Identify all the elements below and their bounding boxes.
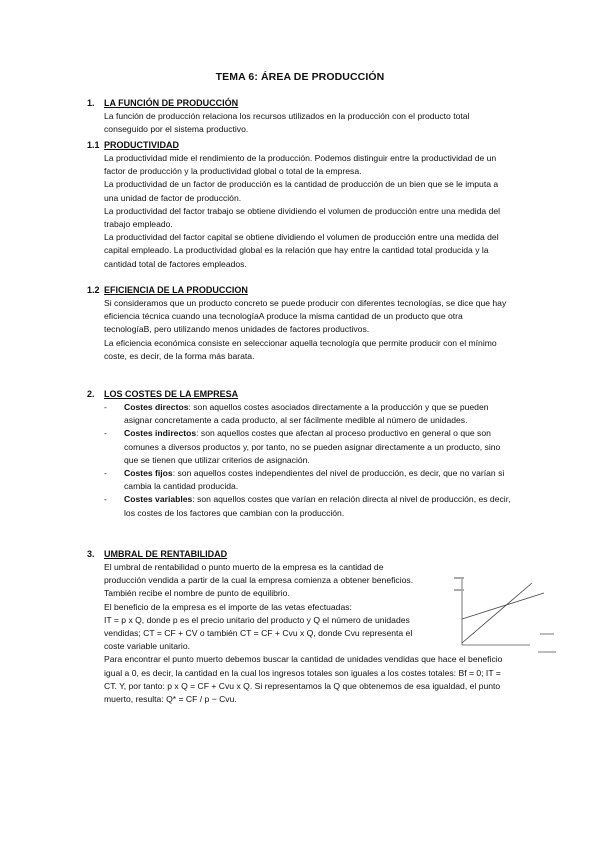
section-1-heading: LA FUNCIÓN DE PRODUCCIÓN [104, 98, 239, 108]
page-title: TEMA 6: ÁREA DE PRODUCCIÓN [215, 71, 385, 83]
label-mark-it [454, 577, 464, 579]
section-costes [87, 388, 512, 520]
costes-indirectos-text: : son aquellos costes que afectan al proceso productivo en general o que son comunes a diversos productos y, por tanto, no se pueden asignar directamente a un producto, sino que se tienen que utilizar criterios de asignación. [124, 428, 501, 465]
costes-directos-text: : son aquellos costes asociados directamente a la producción y que se pueden asignar concretamente a cada producto, al ser fácilmente medible al número de unidades. [124, 402, 489, 426]
umbral-paragraph-2: El beneficio de la empresa es el importe de las vetas efectuadas: [104, 601, 352, 612]
list-item [104, 467, 512, 493]
label-mark-units [538, 651, 556, 653]
section-3-number: 3. [87, 549, 95, 559]
section-1-heading-row [87, 97, 512, 110]
section-2-heading: LOS COSTES DE LA EMPRESA [104, 389, 239, 399]
productividad-paragraph-3: La productividad del factor trabajo se obtiene dividiendo el volumen de producción entre una medida del trabajo empleado. [104, 205, 501, 230]
umbral-paragraph-4: Para encontrar el punto muerto debemos buscar la cantidad de unidades vendidas que hace el beneficio igual a 0, es decir, la cantidad en la cual los ingresos totales son iguales a los costes totales: Bf = 0; IT = CT. Y, por tanto: p x Q = CF + Cvu x Q. Si representamos la Q que obtenemos de esa igualdad, el punto muerto, resulta: Q* = CF / p − Cvu. [104, 654, 503, 705]
umbral-paragraph-1: El umbral de rentabilidad o punto muerto de la empresa es la cantidad de producción vendida a partir de la cual la empresa comienza a obtener beneficios. También recibe el nombre de punto de equilibrio. [104, 562, 414, 599]
list-item [104, 401, 512, 427]
label-mark-q [540, 633, 554, 635]
section-1-2-number: 1.2 [87, 285, 100, 295]
costes-fijos-term: Costes fijos [124, 468, 173, 479]
section-1-number: 1. [87, 98, 95, 108]
section-2-number: 2. [87, 389, 95, 399]
section-2-heading-row [87, 388, 512, 401]
section-3-heading-row [87, 548, 512, 561]
label-mark-ct [454, 589, 464, 591]
section-eficiencia [87, 284, 512, 363]
section-1-1-heading: PRODUCTIVIDAD [104, 140, 180, 150]
section-productividad [87, 139, 512, 271]
costes-list [104, 401, 512, 520]
total-cost-line [462, 593, 544, 619]
umbral-paragraph-3: IT = p x Q, donde p es el precio unitario del producto y Q el número de unidades vendidas; CT = CF + CV o también CT = CF + Cvu x Q, donde Cvu representa el coste variable unitario. [104, 614, 413, 652]
costes-variables-term: Costes variables [124, 494, 193, 505]
section-1-1-heading-row [87, 139, 512, 152]
section-3-heading: UMBRAL DE RENTABILIDAD [104, 549, 228, 559]
section-funcion-produccion [87, 97, 512, 136]
costes-variables-text: : son aquellos costes que varían en relación directa al nivel de producción, es decir, los costes de los factores que cambian con la producción. [124, 494, 511, 518]
productividad-paragraph-1: La productividad mide el rendimiento de la producción. Podemos distinguir entre la productividad de un factor de producción y la productividad global o total de la empresa. [104, 153, 497, 177]
eficiencia-paragraph-1: Si consideramos que un producto concreto se puede producir con diferentes tecnologías, se dice que hay eficiencia técnica cuando una tecnologíaA produce la misma cantidad de un producto que otra tecnologíaB, pero utilizando menos unidades de factores productivos. [104, 298, 507, 335]
break-even-figure [452, 577, 560, 657]
list-item [104, 427, 512, 467]
eficiencia-paragraph-2: La eficiencia económica consiste en seleccionar aquella tecnología que permite producir con el mínimo coste, es decir, de la forma más barata. [104, 337, 497, 361]
list-item [104, 493, 512, 519]
section-1-2-heading-row [87, 284, 512, 297]
costes-fijos-text: : son aquellos costes independientes del nivel de producción, es decir, que no varían si cambia la cantidad producida. [124, 468, 505, 492]
costes-directos-term: Costes directos [124, 402, 189, 412]
productividad-paragraph-2: La productividad de un factor de producción es la cantidad de producción de un bien que se le imputa a una unidad de factor de producción. [104, 179, 499, 203]
costes-indirectos-term: Costes indirectos [124, 428, 197, 439]
section-1-text: La función de producción relaciona los recursos utilizados en la producción con el producto total conseguido por el sistema productivo. [104, 111, 470, 135]
section-1-2-heading: EFICIENCIA DE LA PRODUCCION [104, 285, 248, 295]
section-1-1-number: 1.1 [87, 140, 100, 150]
productividad-paragraph-4: La productividad del factor capital se obtiene dividiendo el volumen de producción entre una medida del capital empleado. La productividad global es la relación que hay entre la cantidad total producida y la cantidad total de factores empleados. [104, 232, 499, 269]
total-revenue-line [462, 583, 532, 643]
section-umbral [87, 548, 512, 706]
